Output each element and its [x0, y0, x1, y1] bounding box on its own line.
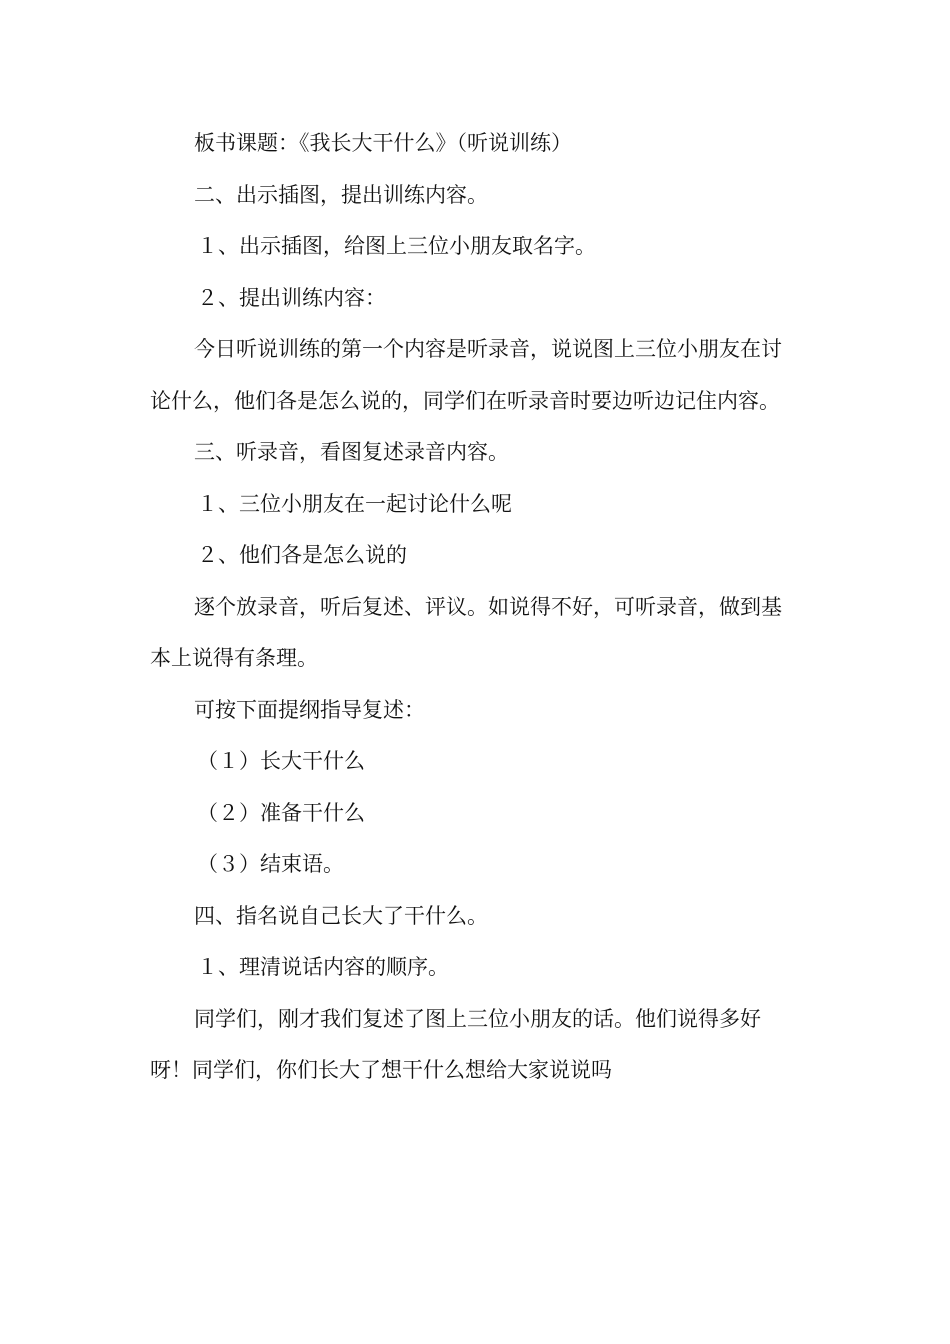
step-3-2: ２、他们各是怎么说的 [197, 543, 407, 567]
body-paragraph: 逐个放录音，听后复述、评议。如说得不好，可听录音，做到基本上说得有条理。 [150, 594, 782, 670]
section-heading-2: 二、出示插图，提出训练内容。 [194, 182, 488, 207]
section-heading-4: 四、指名说自己长大了干什么。 [194, 903, 488, 928]
step-2-1: １、出示插图，给图上三位小朋友取名字。 [197, 234, 596, 258]
step-3-1: １、三位小朋友在一起讨论什么呢 [197, 491, 512, 516]
body-paragraph: 同学们，刚才我们复述了图上三位小朋友的话。他们说得多好呀！同学们，你们长大了想干什么想给大家说说吗 [150, 1006, 761, 1082]
outline-item-3: （３）结束语。 [197, 852, 344, 876]
outline-intro: 可按下面提纲指导复述： [194, 697, 425, 722]
outline-item-2: （２）准备干什么 [197, 800, 365, 825]
lesson-title-line: 板书课题：《我长大干什么》（听说训练） [194, 131, 572, 155]
outline-item-1: （１）长大干什么 [197, 749, 365, 773]
document-body [150, 118, 800, 1097]
step-4-1: １、理清说话内容的顺序。 [197, 955, 449, 979]
body-paragraph: 今日听说训练的第一个内容是听录音，说说图上三位小朋友在讨论什么，他们各是怎么说的，同学们在听录音时要边听边记住内容。 [150, 337, 782, 413]
section-heading-3: 三、听录音，看图复述录音内容。 [194, 440, 509, 464]
step-2-2: ２、提出训练内容： [197, 285, 386, 310]
